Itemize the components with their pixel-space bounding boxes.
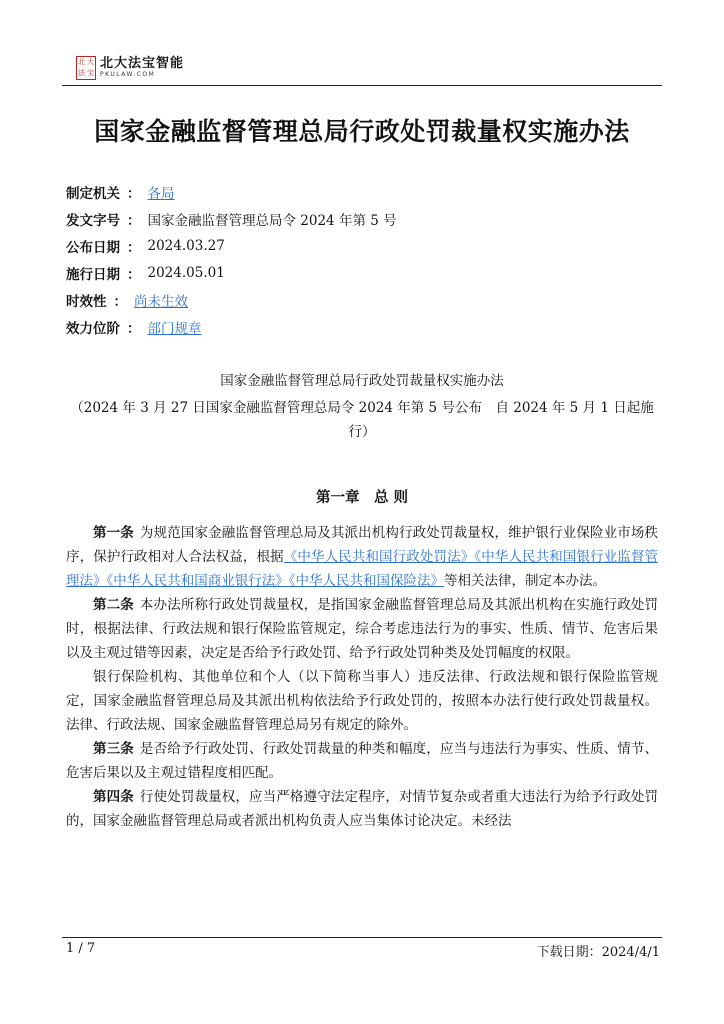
publish-date-value: 2024.03.27 bbox=[147, 237, 225, 254]
article-number: 第二条 bbox=[93, 597, 134, 613]
law-link-insurance[interactable]: 《中华人民共和国保险法》 bbox=[288, 573, 444, 589]
document-metadata bbox=[66, 178, 397, 340]
page-number: 1 / 7 bbox=[66, 941, 96, 956]
logo-domain: PKULAW.COM bbox=[100, 71, 156, 78]
logo-seal-icon: 北 大 法 宝 bbox=[76, 56, 96, 80]
article-number: 第一条 bbox=[93, 525, 134, 541]
article-2: 第二条 本办法所称行政处罚裁量权，是指国家金融监督管理总局及其派出机构在实施行政处罚时，根据法律、行政法规和银行保险监管规定，综合考虑违法行为的事实、性质、情节、危害后果以及主观过错等因素，决定是否给予行政处罚、给予行政处罚种类及处罚幅度的权限。 bbox=[66, 597, 659, 661]
meta-row-validity: 时效性 ： 尚未生效 bbox=[66, 286, 397, 313]
law-link-administrative-penalty[interactable]: 《中华人民共和国行政处罚法》 bbox=[283, 549, 475, 565]
doc-number-value: 国家金融监督管理总局令 2024 年第 5 号 bbox=[147, 212, 397, 229]
footer-divider bbox=[62, 937, 662, 938]
meta-row-legal-rank: 效力位阶 ： 部门规章 bbox=[66, 313, 397, 340]
issuer-link[interactable]: 各局 bbox=[147, 185, 175, 202]
download-date: 下载日期：2024/4/1 bbox=[536, 945, 660, 960]
meta-row-publish-date: 公布日期 ： 2024.03.27 bbox=[66, 237, 225, 256]
law-link-banking-supervision[interactable]: 《中华人民共和国银行业监督管理法》 bbox=[66, 549, 659, 589]
effective-date-value: 2024.05.01 bbox=[147, 264, 225, 281]
pkulaw-logo bbox=[76, 56, 184, 80]
article-3: 第三条 是否给予行政处罚、行政处罚裁量的种类和幅度，应当与违法行为事实、性质、情节、危害后果以及主观过错程度相匹配。 bbox=[66, 741, 659, 781]
document-body bbox=[66, 521, 658, 833]
document-subtitle: 国家金融监督管理总局行政处罚裁量权实施办法 bbox=[220, 373, 504, 389]
meta-row-doc-number: 发文字号 ： 国家金融监督管理总局令 2024 年第 5 号 bbox=[66, 205, 397, 232]
meta-row-issuer: 制定机关 ： 各局 bbox=[66, 178, 397, 205]
article-number: 第三条 bbox=[93, 741, 134, 757]
article-number: 第四条 bbox=[93, 789, 134, 805]
article-2-paragraph-2: 银行保险机构、其他单位和个人（以下简称当事人）违反法律、行政法规和银行保险监管规定，国家金融监督管理总局及其派出机构依法给予行政处罚的，按照本办法行使行政处罚裁量权。法律、行政法规、国家金融监督管理总局另有规定的除外。 bbox=[66, 669, 658, 733]
law-link-commercial-bank[interactable]: 《中华人民共和国商业银行法》 bbox=[106, 573, 289, 589]
legal-rank-link[interactable]: 部门规章 bbox=[147, 320, 202, 337]
article-1: 第一条 为规范国家金融监督管理总局及其派出机构行政处罚裁量权，维护银行业保险业市场秩序，保护行政相对人合法权益，根据《中华人民共和国行政处罚法》《中华人民共和国银行业监督管理法》《中华人民共和国商业银行法》《中华人民共和国保险法》等相关法律，制定本办法。 bbox=[66, 525, 659, 589]
validity-link[interactable]: 尚未生效 bbox=[134, 293, 188, 310]
meta-row-effective-date: 施行日期 ： 2024.05.01 bbox=[66, 264, 225, 283]
header-divider bbox=[62, 85, 662, 86]
logo-name: 北大法宝智能 bbox=[100, 56, 185, 71]
document-title: 国家金融监督管理总局行政处罚裁量权实施办法 bbox=[94, 117, 630, 146]
article-4: 第四条 行使处罚裁量权，应当严格遵守法定程序，对情节复杂或者重大违法行为给予行政处罚的，国家金融监督管理总局或者派出机构负责人应当集体讨论决定。未经法 bbox=[66, 789, 659, 829]
promulgation-note: （2024 年 3 月 27 日国家金融监督管理总局令 2024 年第 5 号公布 自 2024 年 5 月 1 日起施行） bbox=[70, 400, 654, 440]
chapter-heading: 第一章 总 则 bbox=[315, 490, 409, 506]
